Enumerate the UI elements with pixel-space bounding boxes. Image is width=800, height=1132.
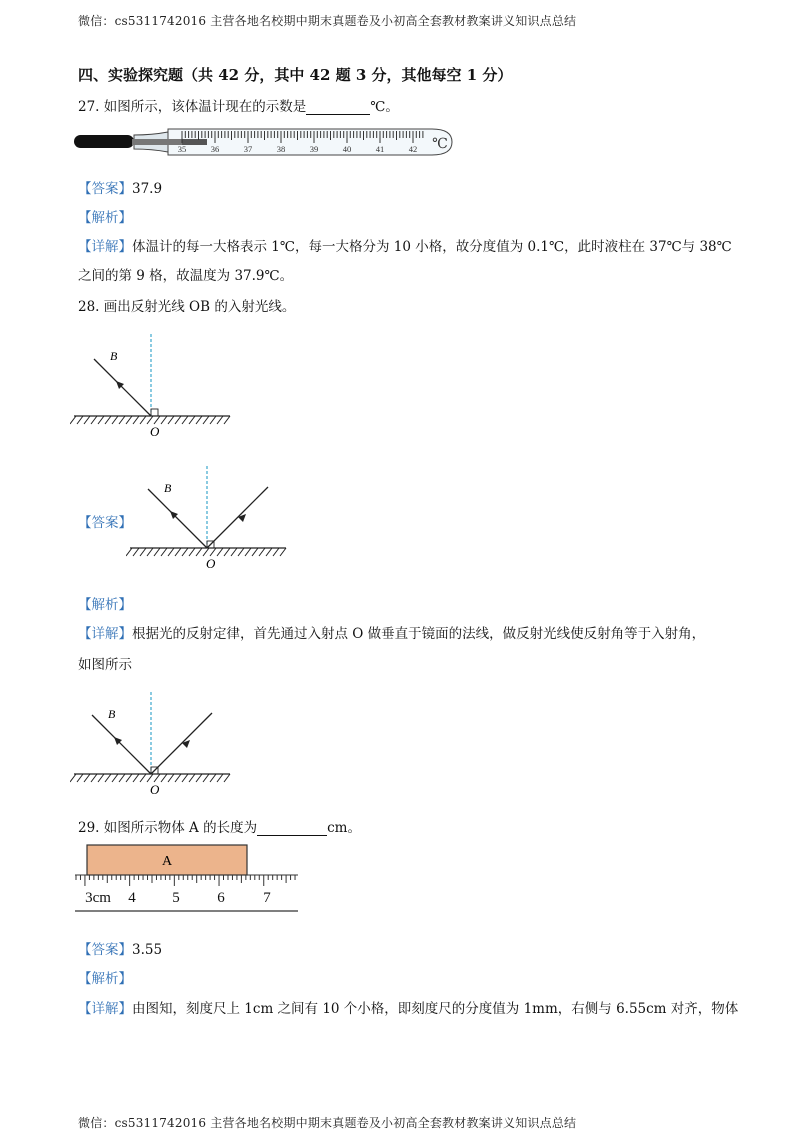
ruler-label-4: 4 bbox=[128, 890, 136, 906]
answer-label: 【答案】 bbox=[78, 942, 132, 958]
scale-number-37: 37 bbox=[243, 144, 253, 154]
answer-value: 37.9 bbox=[132, 181, 163, 197]
scale-number-36: 36 bbox=[210, 144, 220, 154]
page-footer-watermark: 微信：cs5311742016 主营各地名校期中期末真题卷及小初高全套教材教案讲义知识点总结 bbox=[78, 1116, 577, 1130]
detail-text: 由图知，刻度尺上 1cm 之间有 10 个小格，即刻度尺的分度值为 1mm，右侧与 6.55cm 对齐，物体 bbox=[132, 1001, 739, 1017]
reflection-question-figure bbox=[70, 330, 235, 440]
question-27-unit: ℃。 bbox=[370, 99, 399, 115]
answer-blank bbox=[257, 821, 327, 836]
ruler-label-6: 6 bbox=[217, 890, 225, 906]
section-title: 四、实验探究题（共 42 分，其中 42 题 3 分，其他每空 1 分） bbox=[78, 66, 513, 84]
analysis-label: 【解析】 bbox=[78, 210, 132, 226]
label-o: O bbox=[150, 424, 160, 439]
scale-number-40: 40 bbox=[342, 144, 352, 154]
answer-29 bbox=[78, 938, 162, 958]
scale-number-42: 42 bbox=[408, 144, 418, 154]
detail-29-line1 bbox=[78, 997, 738, 1017]
thermometer-figure bbox=[72, 122, 457, 160]
question-29 bbox=[78, 816, 361, 836]
analysis-28-label: 【解析】 bbox=[78, 597, 132, 613]
label-o: O bbox=[150, 782, 160, 797]
answer-blank bbox=[306, 100, 370, 115]
question-29-unit: cm。 bbox=[327, 820, 361, 836]
question-27-text: 27. 如图所示，该体温计现在的示数是 bbox=[78, 99, 307, 115]
ruler-label-7: 7 bbox=[263, 890, 271, 906]
scale-number-35: 35 bbox=[177, 144, 187, 154]
label-b: B bbox=[110, 349, 118, 363]
page-header-watermark: 微信：cs5311742016 主营各地名校期中期末真题卷及小初高全套教材教案讲义知识点总结 bbox=[78, 14, 577, 28]
detail-label: 【详解】 bbox=[78, 626, 132, 642]
question-27 bbox=[78, 95, 399, 115]
scale-number-38: 38 bbox=[276, 144, 286, 154]
detail-28-line1 bbox=[78, 622, 705, 642]
label-b: B bbox=[164, 481, 172, 495]
ruler-figure bbox=[70, 840, 305, 916]
ruler-label-5: 5 bbox=[172, 890, 180, 906]
answer-27 bbox=[78, 177, 162, 197]
scale-number-39: 39 bbox=[309, 144, 319, 154]
detail-27-line2: 之间的第 9 格，故温度为 37.9℃。 bbox=[78, 268, 294, 284]
question-28: 28. 画出反射光线 OB 的入射光线。 bbox=[78, 299, 296, 315]
answer-label: 【答案】 bbox=[78, 181, 132, 197]
celsius-unit: ℃ bbox=[432, 137, 448, 152]
ruler-label-3cm: 3cm bbox=[85, 890, 111, 906]
label-b: B bbox=[108, 707, 116, 721]
analysis-29-label: 【解析】 bbox=[78, 971, 132, 987]
detail-27-line1 bbox=[78, 235, 732, 255]
label-o: O bbox=[206, 556, 216, 571]
reflection-solution-figure bbox=[70, 688, 235, 798]
answer-28-label: 【答案】 bbox=[78, 515, 132, 531]
question-29-text: 29. 如图所示物体 A 的长度为 bbox=[78, 820, 258, 836]
detail-label: 【详解】 bbox=[78, 239, 132, 255]
detail-28-line2: 如图所示 bbox=[78, 657, 132, 673]
scale-number-41: 41 bbox=[375, 144, 385, 154]
answer-value: 3.55 bbox=[132, 942, 163, 958]
detail-label: 【详解】 bbox=[78, 1001, 132, 1017]
detail-text: 根据光的反射定律，首先通过入射点 O 做垂直于镜面的法线，做反射光线使反射角等于入射角， bbox=[132, 626, 706, 642]
block-label-a: A bbox=[161, 854, 173, 869]
reflection-answer-figure bbox=[126, 462, 291, 572]
detail-text: 体温计的每一大格表示 1℃，每一大格分为 10 小格，故分度值为 0.1℃，此时液柱在 37℃与 38℃ bbox=[132, 239, 732, 255]
